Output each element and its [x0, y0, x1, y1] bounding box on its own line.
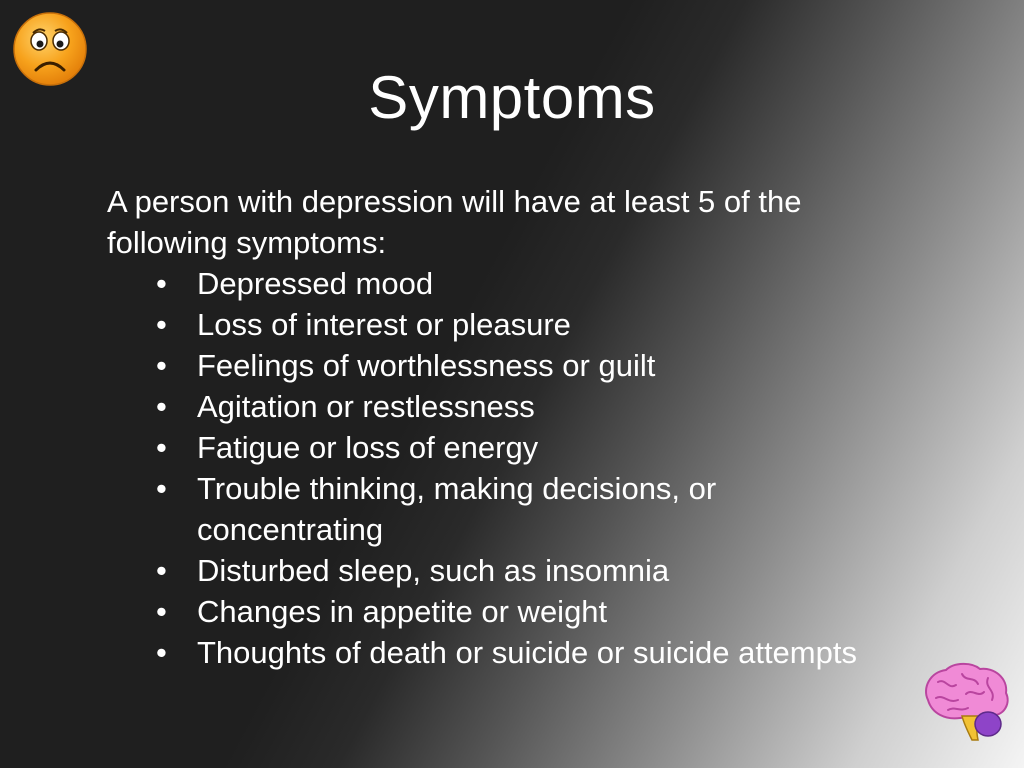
intro-text: A person with depression will have at least 5 of the following symptoms:: [107, 184, 802, 260]
bullet-icon: •: [156, 266, 167, 301]
bullet-icon: •: [156, 430, 167, 465]
list-item: [107, 427, 907, 468]
symptom-text: Feelings of worthlessness or guilt: [197, 348, 656, 383]
bullet-icon: •: [156, 389, 167, 424]
bullet-icon: •: [156, 307, 167, 342]
bullet-icon: •: [156, 594, 167, 629]
symptom-text: Changes in appetite or weight: [197, 594, 608, 629]
bullet-icon: •: [156, 348, 167, 383]
list-item: [107, 632, 907, 673]
list-item: [107, 591, 907, 632]
symptom-text: Trouble thinking, making decisions, or concentrating: [197, 471, 717, 547]
symptom-text: Thoughts of death or suicide or suicide attempts: [197, 635, 857, 670]
list-item: [107, 304, 907, 345]
slide-body: [107, 181, 907, 673]
list-item: [107, 386, 907, 427]
symptom-text: Loss of interest or pleasure: [197, 307, 571, 342]
symptom-text: Disturbed sleep, such as insomnia: [197, 553, 670, 588]
symptom-list: [107, 263, 907, 673]
bullet-icon: •: [156, 553, 167, 588]
list-item: [107, 550, 907, 591]
slide-title: Symptoms: [368, 64, 656, 131]
symptom-text: Fatigue or loss of energy: [197, 430, 539, 465]
brain-icon: [918, 660, 1014, 748]
list-item: [107, 468, 907, 550]
symptom-text: Agitation or restlessness: [197, 389, 535, 424]
bullet-icon: •: [156, 635, 167, 670]
list-item: [107, 263, 907, 304]
list-item: [107, 345, 907, 386]
symptom-text: Depressed mood: [197, 266, 434, 301]
bullet-icon: •: [156, 471, 167, 506]
